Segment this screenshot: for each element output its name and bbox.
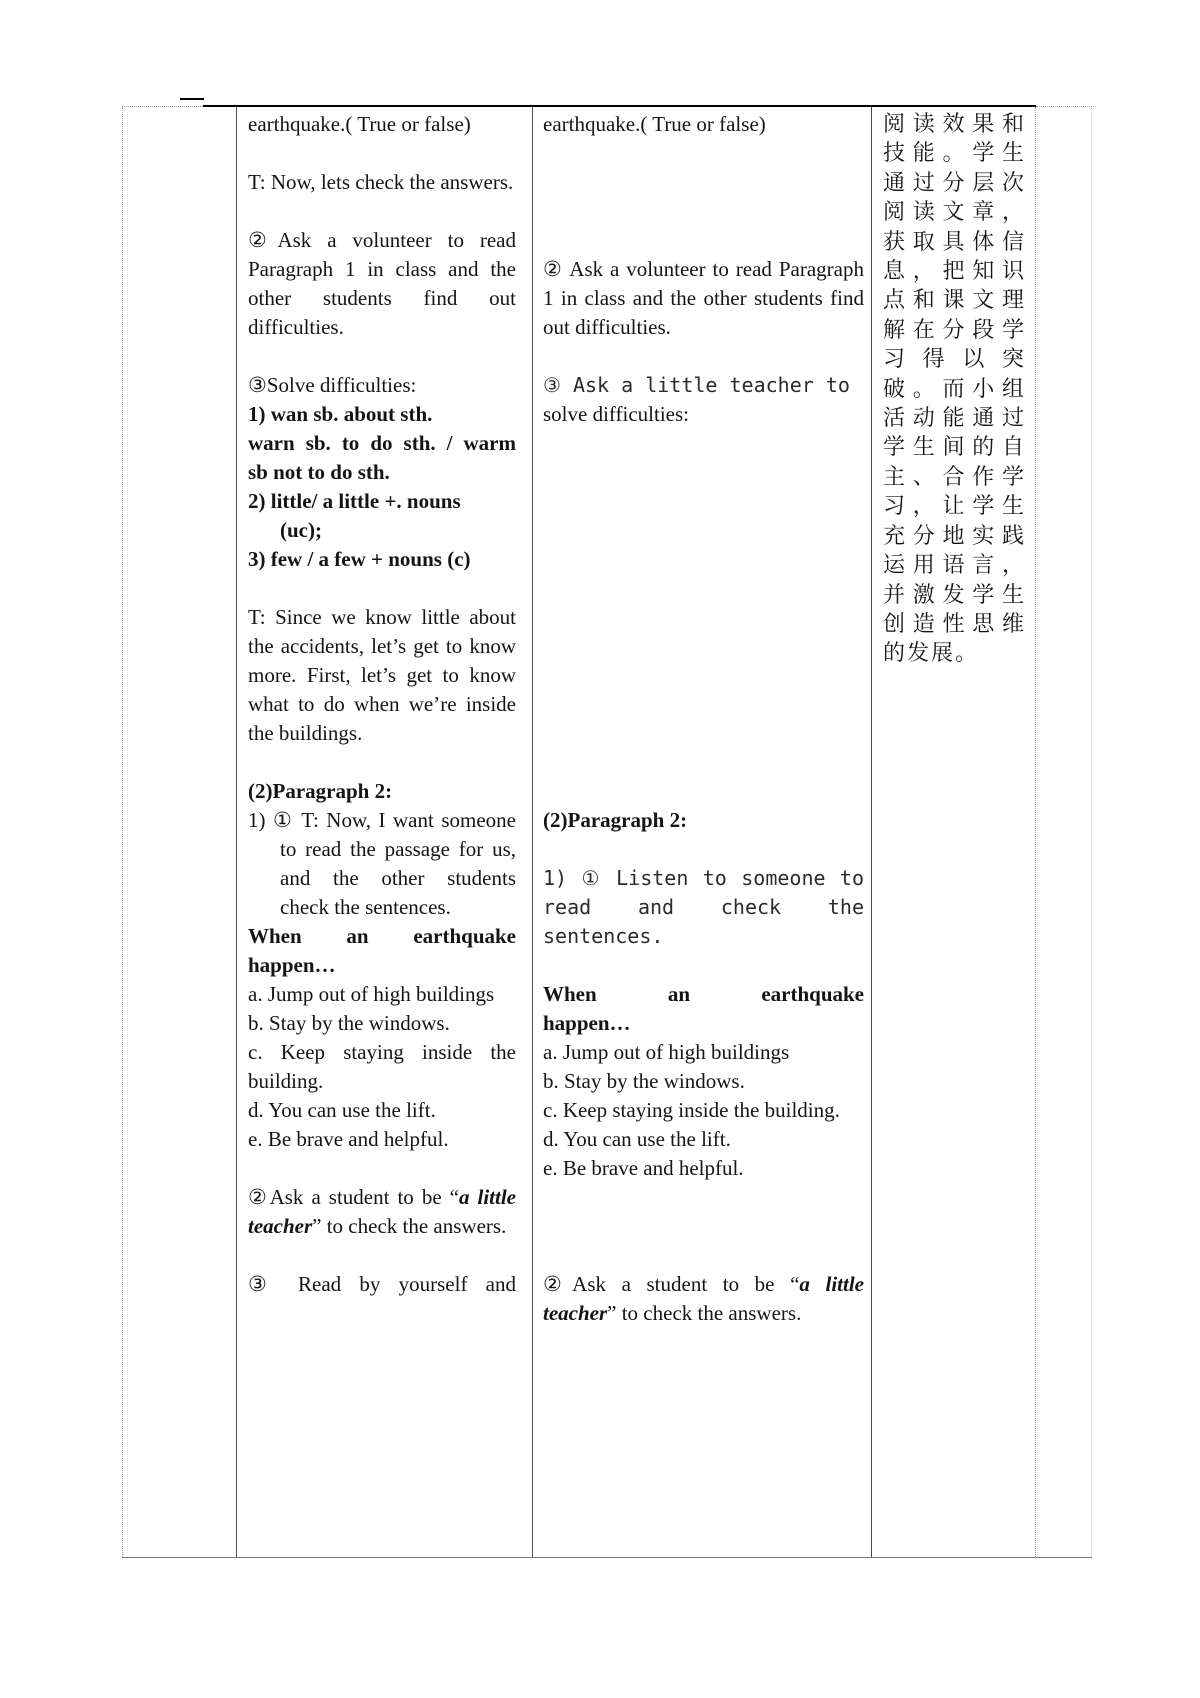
cell-col2: [237, 107, 533, 1557]
spacer: [248, 139, 516, 168]
spacer: [248, 1154, 516, 1183]
cell-col4: [872, 107, 1036, 1557]
paragraph: 1) ① T: Now, I want someone to read the passage for us, and the other students check the sentences.: [248, 808, 516, 919]
paragraph: a. Jump out of high buildings: [543, 1040, 790, 1064]
spacer: [543, 139, 864, 255]
spacer: [543, 342, 864, 371]
spacer: [248, 574, 516, 603]
spacer: [543, 429, 864, 806]
paragraph: [248, 1183, 516, 1241]
paragraph: ②Ask a volunteer to read Paragraph 1 in class and the other students find out difficulties.: [248, 228, 516, 339]
paragraph: happen…: [543, 1011, 631, 1035]
paragraph: (uc);: [280, 518, 322, 542]
cell-col4-content: [883, 110, 1026, 669]
text-segment: ②Ask a student to be “: [248, 1185, 459, 1209]
paragraph: T: Now, lets check the answers.: [248, 170, 514, 194]
text-segment: ②Ask a student to be “: [543, 1272, 800, 1296]
paragraph: When an earthquake: [543, 982, 864, 1006]
paragraph: c. Keep staying inside the building.: [543, 1098, 840, 1122]
paragraph: [543, 1270, 864, 1328]
cell-col5: [1036, 107, 1092, 1557]
paragraph: earthquake.( True or false): [248, 112, 471, 136]
paragraph: ② Ask a volunteer to read Paragraph 1 in class and the other students find out difficulties.: [543, 257, 864, 339]
paragraph: b. Stay by the windows.: [248, 1011, 450, 1035]
paragraph: T: Since we know little about the accidents, let’s get to know more. First, let’s get to know what to do when we’re inside the buildings.: [248, 605, 516, 745]
paragraph: a. Jump out of high buildings: [248, 982, 495, 1006]
spacer: [248, 197, 516, 226]
cell-col2-content: [248, 110, 516, 1299]
paragraph: d. You can use the lift.: [248, 1098, 436, 1122]
paragraph: c. Keep staying inside the building.: [248, 1040, 516, 1093]
paragraph: happen…: [248, 953, 336, 977]
paragraph: (2)Paragraph 2:: [543, 808, 688, 832]
paragraph: solve difficulties:: [543, 402, 690, 426]
spacer: [248, 342, 516, 371]
paragraph: ③ Ask a little teacher to: [543, 373, 850, 397]
text-segment: ” to check the answers.: [312, 1214, 507, 1238]
spacer: [248, 1241, 516, 1270]
cell-col1: [122, 107, 237, 1557]
paragraph: ③ Read by yourself and: [248, 1272, 516, 1296]
spacer: [543, 835, 864, 864]
paragraph: 3) few / a few + nouns (c): [248, 547, 471, 571]
table-top-dash: [180, 98, 204, 100]
cell-col3: [533, 107, 872, 1557]
paragraph: e. Be brave and helpful.: [543, 1156, 744, 1180]
spacer: [543, 1183, 864, 1270]
paragraph: When an earthquake: [248, 924, 516, 948]
paragraph: 阅读效果和技能。学生通过分层次阅读文章，获取具体信息，把知识点和课文理解在分段学习得以突破。而小组活动能通过学生间的自主、合作学习，让学生充分地实践运用语言，并激发学生创造性思维的发展。: [883, 112, 1026, 667]
paragraph: (2)Paragraph 2:: [248, 779, 393, 803]
paragraph: ③Solve difficulties:: [248, 373, 417, 397]
text-segment: ” to check the answers.: [607, 1301, 802, 1325]
paragraph: warn sb. to do sth. / warm: [248, 431, 516, 455]
text-segment: a little teacher: [543, 1272, 865, 1325]
spacer: [543, 951, 864, 980]
paragraph: 1) ① Listen to someone to read and check the sentences.: [543, 866, 864, 948]
paragraph: 2) little/ a little +. nouns: [248, 489, 461, 513]
cell-col3-content: [543, 110, 864, 1328]
text-segment: a little teacher: [248, 1185, 516, 1238]
paragraph: e. Be brave and helpful.: [248, 1127, 449, 1151]
lesson-plan-table: [122, 107, 1092, 1558]
paragraph: 1) wan sb. about sth.: [248, 402, 433, 426]
paragraph: earthquake.( True or false): [543, 112, 766, 136]
paragraph: sb not to do sth.: [248, 460, 390, 484]
spacer: [248, 748, 516, 777]
paragraph: b. Stay by the windows.: [543, 1069, 745, 1093]
paragraph: d. You can use the lift.: [543, 1127, 731, 1151]
